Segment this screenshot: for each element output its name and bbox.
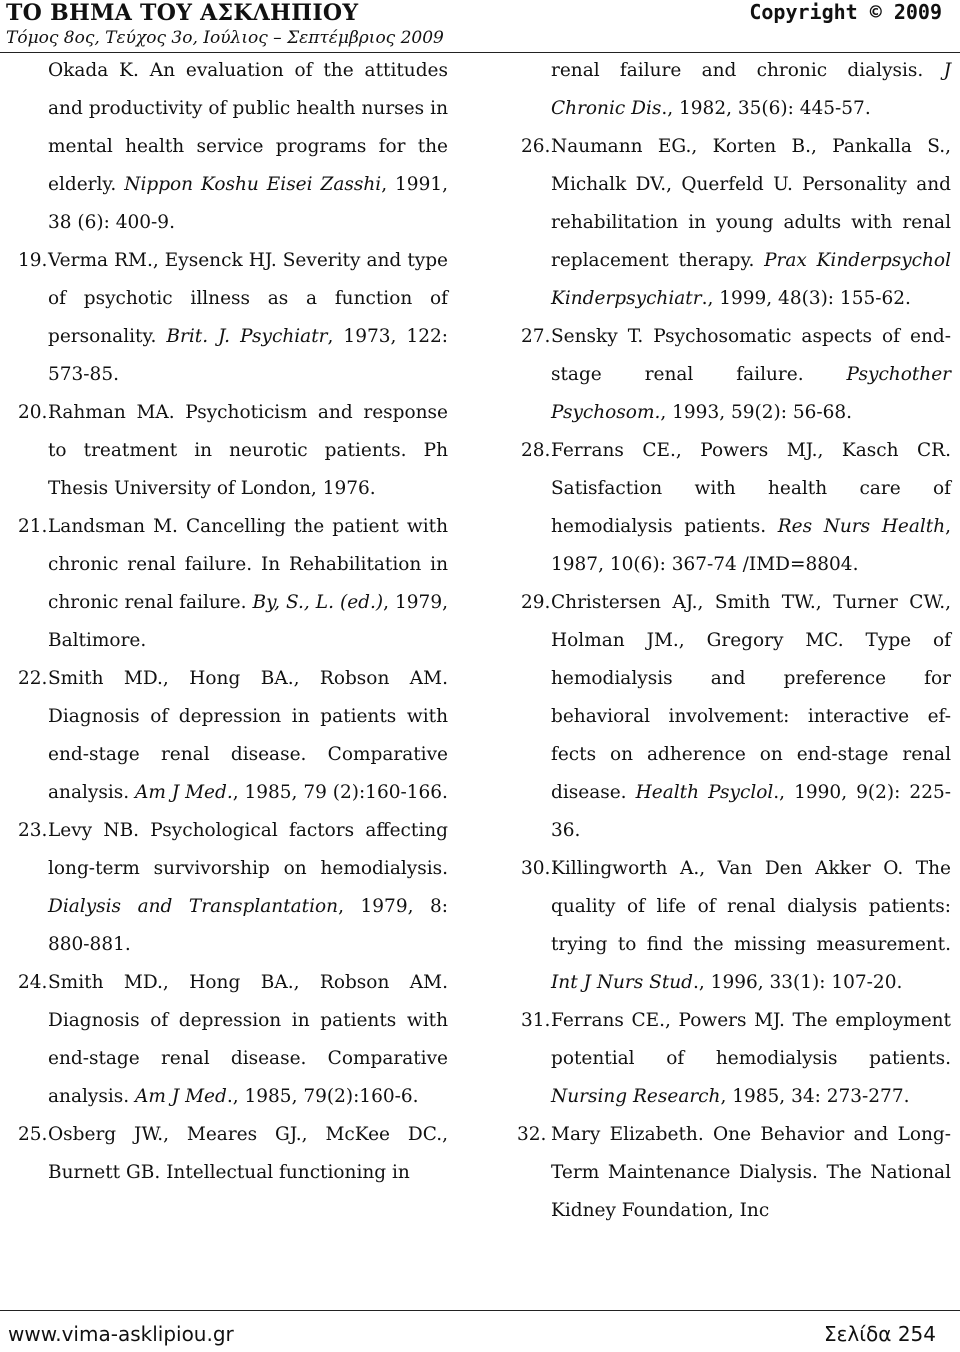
issue-info: Τόμος 8ος, Τεύχος 3ο, Ιούλιος – Σεπτέμβριος 2009 (6, 28, 444, 48)
reference-text: ., 1982, 35(6): 445-57. (661, 98, 871, 119)
reference-text: , 1973, 122: 573-85. (48, 326, 448, 385)
reference-text: ., 1999, 48(3): 155-62. (701, 288, 911, 309)
reference-text: Naumann EG., Korten B., Pankalla S., Michalk DV., Querfeld U. Personality and rehabilitation in young adults with renal replacement therapy. (551, 136, 951, 271)
journal-title: ΤΟ ΒΗΜΑ ΤΟΥ ΑΣΚΛΗΠΙΟΥ (6, 0, 359, 26)
reference-text: Verma RM., Eysenck HJ. Severity and type of psychotic illness as a function of personality. (48, 250, 448, 347)
references-right-column (517, 52, 952, 1230)
reference-entry (18, 1116, 448, 1192)
reference-entry (521, 128, 951, 318)
reference-text: Ferrans CE., Powers MJ. The employment potential of hemodialysis patients. (551, 1010, 951, 1069)
reference-journal-name: Nursing Research (551, 1086, 721, 1107)
reference-text: Rahman MA. Psychoticism and response to treatment in neurotic patients. Ph Thesis University of London, 1976. (48, 402, 448, 499)
reference-text: renal failure and chronic dialysis. (551, 60, 944, 81)
footer-divider (0, 1310, 960, 1311)
reference-text: , 1993, 59(2): 56-68. (660, 402, 853, 423)
reference-text: , 1979, 8: 880-881. (48, 896, 448, 955)
reference-journal-name: Health Psyclol (635, 782, 774, 803)
reference-text: Smith MD., Hong BA., Robson AM. Diagnosis of depression in patients with end-stage renal disease. Comparative analysis. (48, 668, 448, 803)
reference-text: , 1985, 79 (2):160-166. (232, 782, 448, 803)
reference-entry (517, 1116, 951, 1230)
reference-entry (521, 584, 951, 850)
reference-journal-name: Prax Kinderpsychol Kinderpsychiatr (551, 250, 951, 309)
reference-entry (18, 964, 448, 1116)
reference-text: Landsman M. Cancelling the patient with chronic renal failure. In Rehabilitation in chronic renal failure. (48, 516, 448, 613)
reference-text: ., 1985, 79(2):160-6. (226, 1086, 419, 1107)
reference-entry (521, 850, 951, 1002)
page-header (0, 0, 960, 60)
journal-website: www.vima-asklipiou.gr (8, 1322, 234, 1346)
reference-number: 32. (517, 1124, 547, 1145)
reference-text: Smith MD., Hong BA., Robson AM. Diagnosis of depression in patients with end-stage renal disease. Comparative analysis. (48, 972, 448, 1107)
reference-journal-name: Res Nurs Health (777, 516, 946, 537)
reference-text: Levy NB. Psychological factors affecting long-term survivorship on hemodialysis. (48, 820, 448, 879)
reference-text: Ferrans CE., Powers MJ., Kasch CR. Satisfaction with health care of hemodialysis patients. (551, 440, 951, 537)
reference-journal-name: Psychother Psychosom. (551, 364, 951, 423)
reference-number: 27. (521, 326, 551, 347)
reference-number: 31. (521, 1010, 551, 1031)
reference-number: 28. (521, 440, 551, 461)
reference-journal-name: J Chronic Dis (551, 60, 951, 119)
reference-text: Christersen AJ., Smith TW., Turner CW., Holman JM., Gregory MC. Type of hemodialysis and preference for behavioral involvement: interactive ef-fects on adherence on end-stage renal disease. (551, 592, 951, 803)
reference-entry (48, 52, 448, 242)
reference-text: Okada K. An evaluation of the attitudes and productivity of public health nurses in mental health service programs for the elderly. (48, 60, 448, 195)
reference-text: ., 1990, 9(2): 225-36. (551, 782, 951, 841)
reference-entry (551, 52, 951, 128)
reference-entry (18, 812, 448, 964)
reference-number: 19. (18, 250, 48, 271)
reference-text: Mary Elizabeth. One Behavior and Long-Term Maintenance Dialysis. The National Kidney Foundation, Inc (551, 1124, 951, 1221)
reference-journal-name: By, S., L. (ed.) (252, 592, 384, 613)
reference-text: , 1987, 10(6): 367-74 /IMD=8804. (551, 516, 952, 575)
reference-number: 30. (521, 858, 551, 879)
page-number: Σελίδα 254 (823, 1322, 936, 1346)
copyright-notice: Copyright © 2009 (749, 0, 942, 24)
reference-entry (18, 508, 448, 660)
reference-number: 21. (18, 516, 48, 537)
reference-entry (18, 660, 448, 812)
reference-entry (521, 1002, 951, 1116)
reference-text: Killingworth A., Van Den Akker O. The quality of life of renal dialysis patients: trying to find the missing measurement. (551, 858, 951, 955)
references-left-column (18, 52, 448, 1192)
reference-journal-name: Int J Nurs Stud (551, 972, 694, 993)
reference-journal-name: Am J Med (135, 1086, 227, 1107)
reference-text: Sensky T. Psychosomatic aspects of end-stage renal failure. (551, 326, 951, 385)
reference-number: 29. (521, 592, 551, 613)
reference-entry (521, 318, 951, 432)
reference-number: 22. (18, 668, 48, 689)
reference-number: 20. (18, 402, 48, 423)
reference-journal-name: Nippon Koshu Eisei Zasshi (124, 174, 382, 195)
reference-text: ., 1996, 33(1): 107-20. (693, 972, 903, 993)
reference-number: 24. (18, 972, 48, 993)
reference-number: 23. (18, 820, 48, 841)
reference-entry (18, 242, 448, 394)
reference-number: 25. (18, 1124, 48, 1145)
reference-number: 26. (521, 136, 551, 157)
reference-journal-name: Dialysis and Transplantation (48, 896, 339, 917)
reference-text: , 1991, 38 (6): 400-9. (48, 174, 448, 233)
reference-journal-name: Am J Med. (135, 782, 233, 803)
reference-text: , 1979, Baltimore. (48, 592, 448, 651)
reference-text: , 1985, 34: 273-277. (720, 1086, 910, 1107)
reference-entry (18, 394, 448, 508)
reference-text: Osberg JW., Meares GJ., McKee DC., Burnett GB. Intellectual functioning in (48, 1124, 448, 1183)
reference-entry (521, 432, 952, 584)
reference-journal-name: Brit. J. Psychiatr (166, 326, 328, 347)
